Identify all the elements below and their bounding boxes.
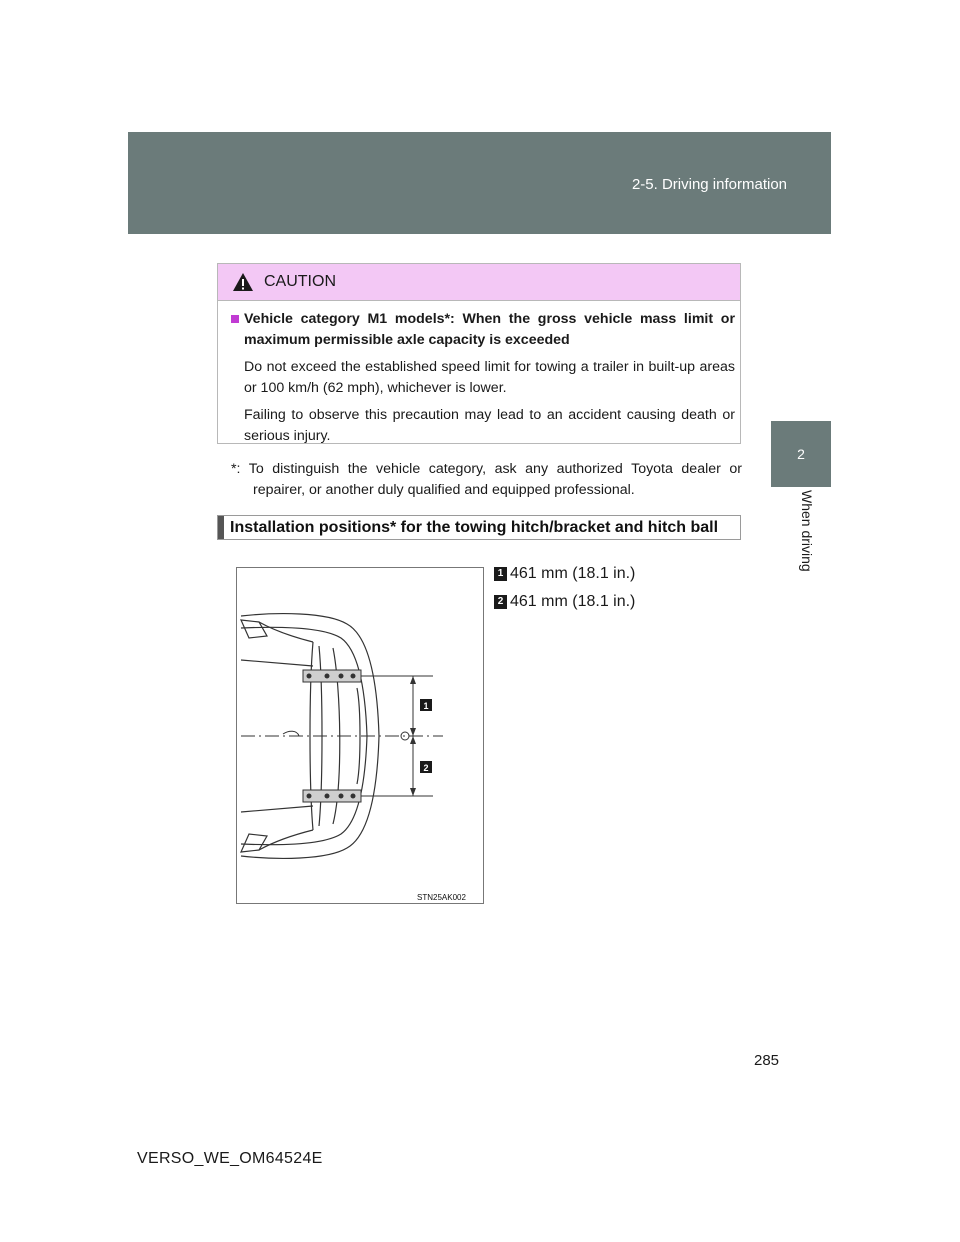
chapter-label: When driving: [799, 490, 815, 572]
legend-item: [494, 588, 635, 616]
section-heading-text: Installation positions* for the towing hitch/bracket and hitch ball: [230, 518, 719, 536]
number-badge: 1: [494, 567, 507, 581]
number-badge: 2: [494, 595, 507, 609]
caution-box: [217, 263, 741, 444]
warning-icon: [232, 272, 254, 292]
svg-text:1: 1: [423, 701, 429, 711]
caution-title: CAUTION: [264, 273, 336, 290]
caution-header: [218, 264, 740, 301]
chapter-number: 2: [797, 446, 805, 462]
header-band: [128, 132, 831, 234]
bullet-square-icon: [231, 315, 239, 323]
chapter-tab[interactable]: [771, 421, 831, 487]
section-heading: [217, 515, 741, 540]
caution-body: [218, 301, 740, 447]
legend-text: 461 mm (18.1 in.): [510, 565, 636, 582]
legend: [494, 560, 635, 616]
vehicle-rear-illustration: [237, 568, 483, 903]
page-number: 285: [754, 1052, 780, 1069]
footnote: *: To distinguish the vehicle category, ask any authorized Toyota dealer or repairer, or another duly qualified and equipped professional.: [231, 461, 742, 498]
towing-hitch-diagram: [236, 567, 484, 904]
dimension-marker-1: [420, 699, 432, 711]
caution-paragraph: Failing to observe this precaution may lead to an accident causing death or serious injury.: [244, 407, 735, 444]
legend-item: [494, 560, 635, 588]
caution-bullet-heading: Vehicle category M1 models*: When the gross vehicle mass limit or maximum permissible axle capacity is exceeded: [244, 311, 735, 348]
legend-text: 461 mm (18.1 in.): [510, 593, 636, 610]
dimension-marker-2: [420, 761, 432, 773]
document-code: VERSO_WE_OM64524E: [137, 1150, 323, 1167]
caution-bullet: [231, 309, 735, 351]
svg-text:2: 2: [423, 763, 429, 773]
heading-marker: [218, 516, 224, 539]
caution-paragraph: Do not exceed the established speed limit for towing a trailer in built-up areas or 100 km/h (62 mph), whichever is lower.: [244, 359, 735, 396]
figure-code: STN25AK002: [417, 893, 466, 902]
section-title: 2-5. Driving information: [631, 176, 787, 193]
